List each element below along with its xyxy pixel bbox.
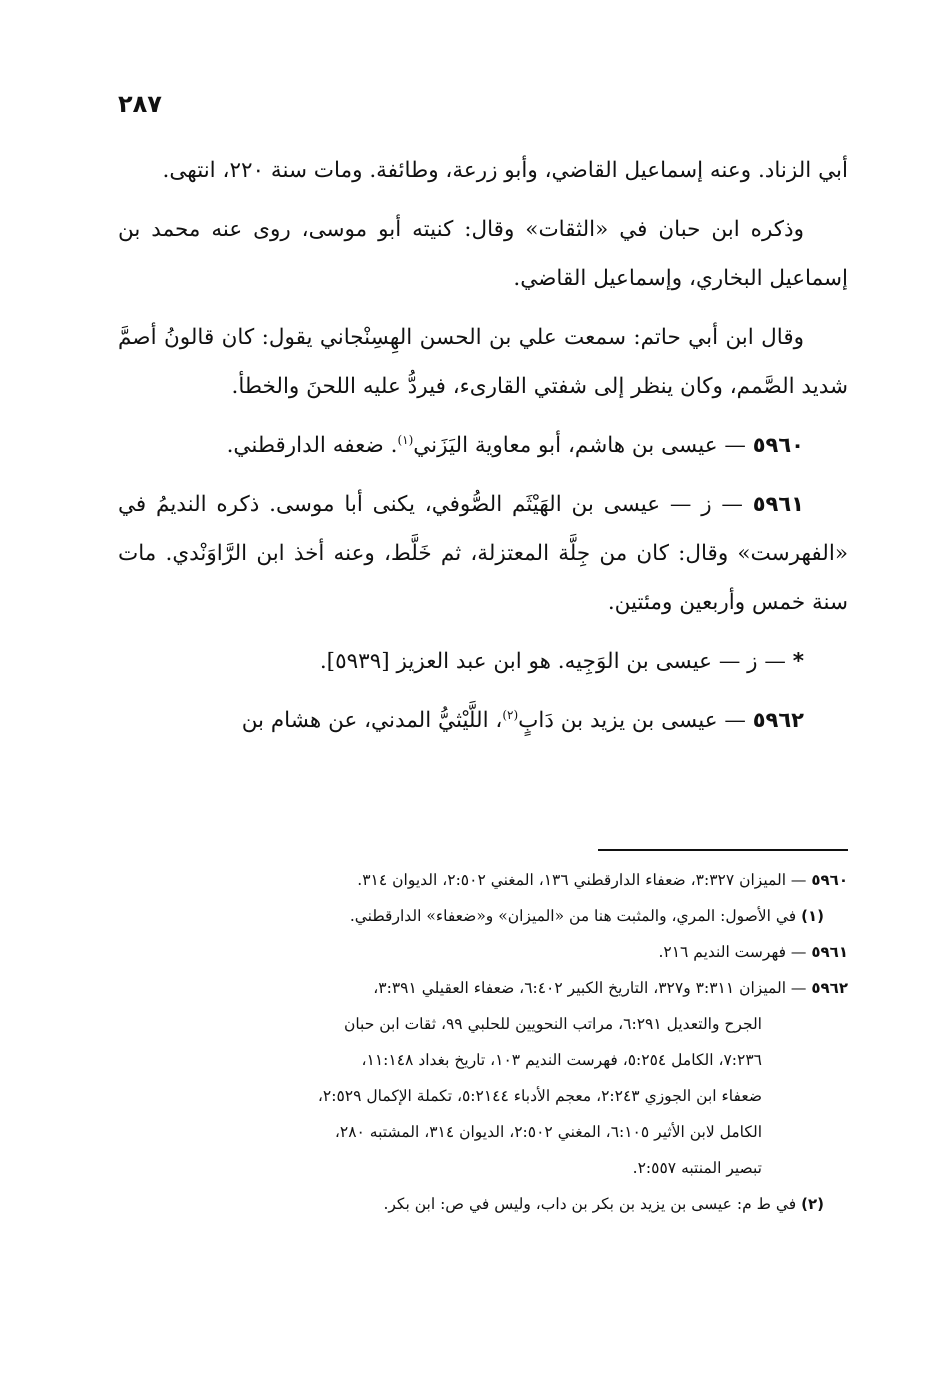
footnote-line xyxy=(118,1186,824,1222)
footnote-number: (٢) xyxy=(801,1195,824,1213)
footnote-line: تبصير المنتبه ٢:٥٥٧. xyxy=(632,1159,762,1177)
footnote-line: ضعفاء ابن الجوزي ٢:٢٤٣، معجم الأدباء ٥:٢١٤٤، تكملة الإكمال ٢:٥٢٩، xyxy=(317,1087,762,1105)
footnotes xyxy=(118,862,848,1222)
entry-number: ٥٩٦٠ xyxy=(752,433,804,457)
entry-text: — ز — عيسى بن الوَجِيه. هو ابن عبد العزيز [٥٩٣٩]. xyxy=(319,649,786,674)
footnote-number: (١) xyxy=(801,907,824,925)
paragraph-3-text: وقال ابن أبي حاتم: سمعت علي بن الحسن الهِسِنْجاني يقول: كان قالونُ أصمَّ شديد الصَّمم، وكان ينظر إلى شفتي القارىء، فيردُّ عليه اللحنَ والخطأ. xyxy=(118,325,848,399)
paragraph-2 xyxy=(118,205,848,303)
footnote-number: ٥٩٦١ xyxy=(811,943,848,961)
star-marker: * xyxy=(792,649,804,674)
footnote-text: — الميزان ٣:٣١١ و٣٢٧، التاريخ الكبير ٦:٤٠٢، ضعفاء العقيلي ٣:٣٩١، xyxy=(373,979,807,997)
entry-text-cont: ، اللَّيْثيُّ المدني، عن هشام بن xyxy=(241,708,503,733)
entry-text: — ز — عيسى بن الهَيْثَم الصُّوفي، يكنى أبا موسى. ذكره النديمُ في «الفهرست» وقال: كان من جِلَّة المعتزلة، ثم خَلَّط، وعنه أخذ ابن الرَّاوَنْدي. مات سنة خمس وأربعين ومئتين. xyxy=(118,492,848,615)
footnote-text: في الأصول: المري، والمثبت هنا من «الميزان» و«ضعفاء» الدارقطني. xyxy=(349,907,797,925)
footnote-line: الجرح والتعديل ٦:٢٩١، مراتب النحويين للحلبي ٩٩، ثقات ابن حبان xyxy=(343,1015,762,1033)
paragraph-1 xyxy=(118,146,848,195)
footnote-line xyxy=(118,934,848,970)
footnote-ref: (١) xyxy=(397,432,414,447)
footnote-5962 xyxy=(118,970,848,1186)
paragraph-2-text: وذكره ابن حبان في «الثقات» وقال: كنيته أبو موسى، روى عنه محمد بن إسماعيل البخاري، وإسماعيل القاضي. xyxy=(118,217,848,291)
footnote-5961 xyxy=(118,934,848,970)
footnote-line: الكامل لابن الأثير ٦:١٠٥، المغني ٢:٥٠٢، الديوان ٣١٤، المشتبه ٢٨٠، xyxy=(334,1123,762,1141)
footnote-ref: (٢) xyxy=(502,707,519,722)
footnote-text: — فهرست النديم ٢١٦. xyxy=(658,943,807,961)
footnote-divider xyxy=(598,849,848,851)
footnote-line xyxy=(118,898,824,934)
footnote-note-1 xyxy=(118,898,848,934)
paragraph-3 xyxy=(118,313,848,411)
entry-text-cont: . ضعفه الدارقطني. xyxy=(226,433,398,458)
footnote-text: — الميزان ٣:٣٢٧، ضعفاء الدارقطني ١٣٦، المغني ٢:٥٠٢، الديوان ٣١٤. xyxy=(357,871,807,889)
entry-5962 xyxy=(118,696,848,745)
entry-star xyxy=(118,637,848,686)
paragraph-1-text: أبي الزناد. وعنه إسماعيل القاضي، وأبو زرعة، وطائفة. ومات سنة ٢٢٠، انتهى. xyxy=(162,158,848,183)
entry-text: — عيسى بن يزيد بن دَابٍ xyxy=(518,708,746,733)
footnote-line xyxy=(118,862,848,898)
footnote-5960 xyxy=(118,862,848,898)
entry-number: ٥٩٦٢ xyxy=(752,708,804,732)
footnote-number: ٥٩٦٢ xyxy=(811,979,848,997)
entry-text: — عيسى بن هاشم، أبو معاوية اليَزَني xyxy=(413,433,746,458)
footnote-note-2 xyxy=(118,1186,848,1222)
entry-5960 xyxy=(118,421,848,470)
entry-number: ٥٩٦١ xyxy=(752,492,804,516)
footnote-text: في ط م: عيسى بن يزيد بن بكر بن داب، وليس في ص: ابن بكر. xyxy=(383,1195,797,1213)
footnote-line xyxy=(118,970,848,1006)
footnote-line: ٧:٢٣٦، الكامل ٥:٢٥٤، فهرست النديم ١٠٣، تاريخ بغداد ١١:١٤٨، xyxy=(361,1051,762,1069)
page-number: ٢٨٧ xyxy=(118,90,162,118)
entry-5961 xyxy=(118,480,848,627)
main-text xyxy=(118,146,848,745)
footnote-number: ٥٩٦٠ xyxy=(811,871,848,889)
